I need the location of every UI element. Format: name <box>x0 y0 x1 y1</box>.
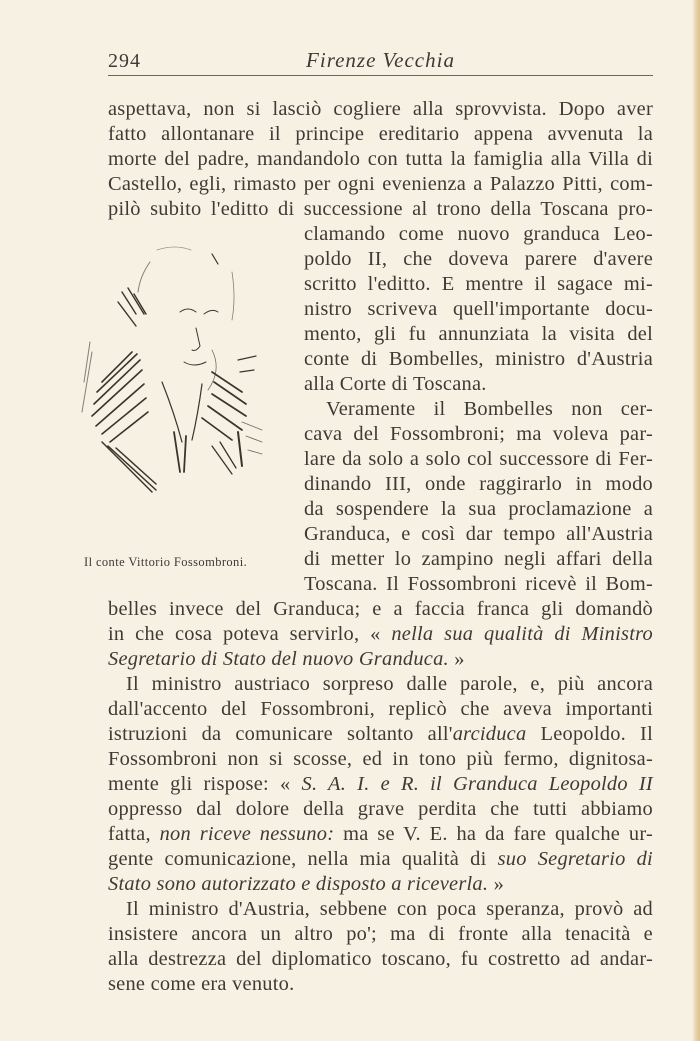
text-line: alla destrezza del diplomatico toscano, fu costretto ad andar- <box>108 948 653 970</box>
text-line: Il ministro d'Austria, sebbene con poca speranza, provò ad <box>126 898 653 920</box>
text-line: insistere ancora un altro po'; ma di fronte alla tenacità e <box>108 923 653 945</box>
text-line: mento, gli fu annunziata la visita del <box>304 323 653 345</box>
text-line: di metter lo zampino negli affari della <box>304 548 653 570</box>
running-title: Firenze Vecchia <box>306 48 455 72</box>
text-line: in che cosa poteva servirlo, « nella sua qualità di Ministro <box>108 623 653 645</box>
text-line: da sospendere la sua proclamazione a <box>304 498 653 520</box>
text-line: Segretario di Stato del nuovo Granduca. » <box>108 648 465 670</box>
page-number: 294 <box>108 50 141 72</box>
text-line: Castello, egli, rimasto per ogni evenienza a Palazzo Pitti, com- <box>108 173 653 195</box>
header-rule <box>108 75 653 76</box>
text-line: scritto l'editto. E mentre il sagace mi- <box>304 273 653 295</box>
text-line: pilò subito l'editto di successione al trono della Toscana pro- <box>108 198 653 220</box>
text-line: clamando come nuovo granduca Leo- <box>304 223 653 245</box>
text-line: mente gli rispose: « S. A. I. e R. il Granduca Leopoldo II <box>108 773 653 795</box>
text-line: gente comunicazione, nella mia qualità di suo Segretario di <box>108 848 653 870</box>
portrait-illustration <box>62 232 284 514</box>
text-line: istruzioni da comunicare soltanto all'arciduca Leopoldo. Il <box>108 723 653 745</box>
figure-caption: Il conte Vittorio Fossombroni. <box>84 555 248 569</box>
text-line: belles invece del Granduca; e a faccia franca gli domandò <box>108 598 653 620</box>
text-line: conte di Bombelles, ministro d'Austria <box>304 348 653 370</box>
text-line: sene come era venuto. <box>108 973 295 995</box>
text-line: Veramente il Bombelles non cer- <box>326 398 653 420</box>
text-line: poldo II, che doveva parere d'avere <box>304 248 653 270</box>
text-line: cava del Fossombroni; ma voleva par- <box>304 423 653 445</box>
text-line: morte del padre, mandandolo con tutta la famiglia alla Villa di <box>108 148 653 170</box>
text-line: lare da solo a solo col successore di Fer- <box>304 448 653 470</box>
text-line: fatto allontanare il principe ereditario appena avvenuta la <box>108 123 653 145</box>
text-line: Il ministro austriaco sorpreso dalle parole, e, più ancora <box>126 673 653 695</box>
text-line: dinando III, onde raggirarlo in modo <box>304 473 653 495</box>
text-line: aspettava, non si lasciò cogliere alla sprovvista. Dopo aver <box>108 98 653 120</box>
page-header <box>108 44 653 76</box>
text-line: Fossombroni non si scosse, ed in tono più fermo, dignitosa- <box>108 748 653 770</box>
text-line: alla Corte di Toscana. <box>304 373 487 395</box>
text-line: oppresso dal dolore della grave perdita che tutti abbiamo <box>108 798 653 820</box>
text-line: Stato sono autorizzato e disposto a riceverla. » <box>108 873 505 895</box>
text-line: nistro scriveva quell'importante docu- <box>304 298 653 320</box>
text-line: Granduca, e così dar tempo all'Austria <box>304 523 653 545</box>
page-edge <box>692 0 700 1041</box>
text-line: dall'accento del Fossombroni, replicò che aveva importanti <box>108 698 653 720</box>
text-line: Toscana. Il Fossombroni ricevè il Bom- <box>304 573 653 595</box>
text-line: fatta, non riceve nessuno: ma se V. E. ha da fare qualche ur- <box>108 823 653 845</box>
